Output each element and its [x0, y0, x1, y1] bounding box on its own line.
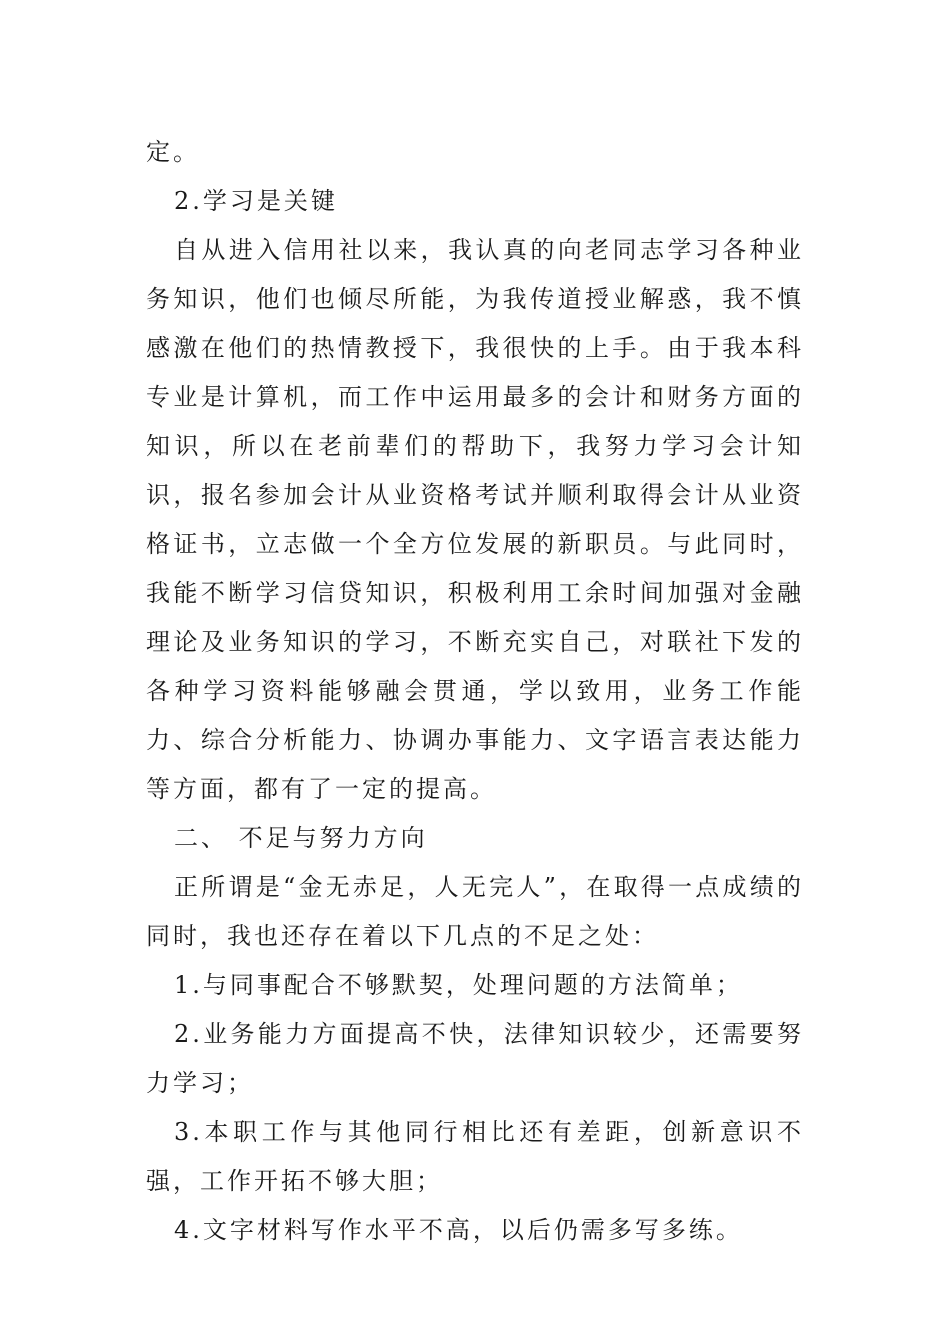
section-heading-shortcomings: 二、 不足与努力方向 — [174, 824, 428, 852]
list-item: 3.本职工作与其他同行相比还有差距，创新意识不强，工作开拓不够大胆； — [146, 1118, 804, 1195]
list-item: 2.业务能力方面提高不快，法律知识较少，还需要努力学习； — [146, 1020, 804, 1097]
paragraph-shortcomings-intro: 正所谓是“金无赤足，人无完人”，在取得一点成绩的同时，我也还存在着以下几点的不足之处： — [146, 873, 804, 950]
paragraph-continuation: 定。 — [146, 138, 200, 166]
list-item: 4.文字材料写作水平不高，以后仍需多写多练。 — [174, 1216, 743, 1244]
list-item: 1.与同事配合不够默契，处理问题的方法简单； — [174, 971, 743, 999]
document-body — [146, 128, 804, 1255]
section-heading-learning: 2.学习是关键 — [174, 187, 338, 215]
paragraph-learning: 自从进入信用社以来，我认真的向老同志学习各种业务知识，他们也倾尽所能，为我传道授业解惑，我不慎感激在他们的热情教授下，我很快的上手。由于我本科专业是计算机，而工作中运用最多的会计和财务方面的知识，所以在老前辈们的帮助下，我努力学习会计知识，报名参加会计从业资格考试并顺利取得会计从业资格证书，立志做一个全方位发展的新职员。与此同时，我能不断学习信贷知识，积极利用工余时间加强对金融理论及业务知识的学习，不断充实自己，对联社下发的各种学习资料能够融会贯通，学以致用，业务工作能力、综合分析能力、协调办事能力、文字语言表达能力等方面，都有了一定的提高。 — [146, 236, 804, 803]
